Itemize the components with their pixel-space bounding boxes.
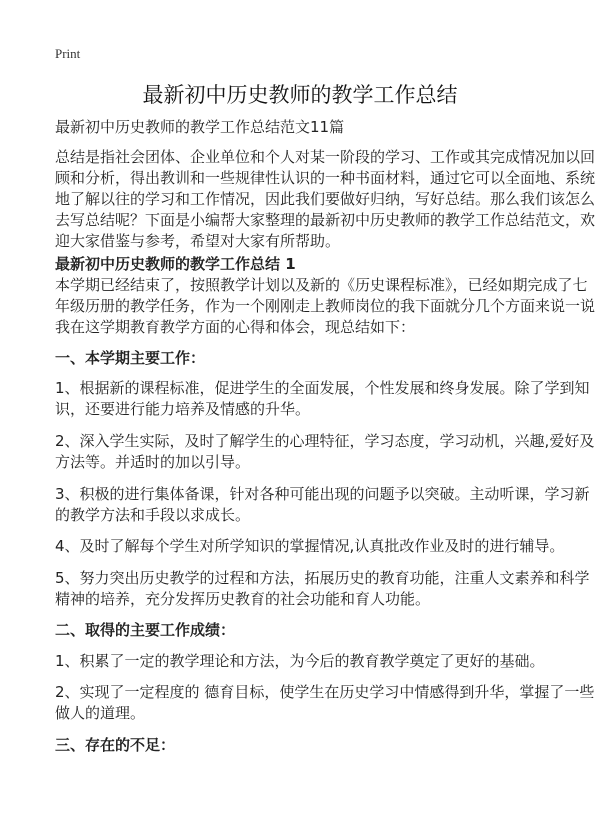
achievement-item (55, 682, 595, 724)
line: 2、实现了一定程度的 德育目标，使学生在历史学习中情感得到升华，掌握了一些 (55, 683, 595, 701)
line: 1、根据新的课程标准，促进学生的全面发展，个性发展和终身发展。除了学到知 (55, 379, 590, 397)
line: 1、积累了一定的教学理论和方法，为今后的教育教学奠定了更好的基础。 (55, 652, 545, 670)
line: 地了解以往的学习和工作情况，因此我们要做好归纳，写好总结。那么我们该怎么 (55, 190, 596, 208)
line: 顾和分析，得出教训和一些规律性认识的一种书面材料，通过它可以全面地、系统 (55, 169, 596, 187)
line: 2、深入学生实际，及时了解学生的心理特征，学习态度，学习动机，兴趣,爱好及 (55, 432, 595, 450)
work-item (55, 568, 590, 610)
heading-achievements (55, 620, 555, 641)
achievement-item (55, 651, 555, 672)
heading-main-work (55, 348, 555, 369)
work-item (55, 378, 590, 420)
line: 精神的培养，充分发挥历史教育的社会功能和育人功能。 (55, 590, 431, 608)
line: 年级历册的教学任务，作为一个刚刚走上教师岗位的我下面就分几个方面来说一说 (55, 297, 596, 315)
line: 5、努力突出历史教学的过程和方法，拓展历史的教育功能，注重人文素养和科学 (55, 569, 590, 587)
work-item (55, 484, 590, 526)
line: 本学期已经结束了，按照教学计划以及新的《历史课程标准》，已经如期完成了七 (55, 276, 588, 294)
line: 识，还要进行能力培养及情感的升华。 (55, 400, 311, 418)
section-1-title: 最新初中历史教师的教学工作总结 1 (55, 255, 296, 273)
line: 做人的道理。 (55, 704, 146, 722)
line: 的教学方法和手段以求成长。 (55, 506, 251, 524)
section-heading (55, 254, 555, 275)
line: 方法等。并适时的加以引导。 (55, 453, 251, 471)
intro-paragraph (55, 147, 596, 252)
work-item (55, 431, 595, 473)
subtitle (55, 117, 555, 138)
print-link[interactable]: Print (55, 46, 81, 61)
line: 4、及时了解每个学生对所学知识的掌握情况,认真批改作业及时的进行辅导。 (55, 537, 565, 555)
heading-text: 三、存在的不足： (55, 736, 176, 754)
section-intro-paragraph (55, 275, 596, 338)
line: 总结是指社会团体、企业单位和个人对某一阶段的学习、工作或其完成情况加以回 (55, 148, 596, 166)
heading-text: 二、取得的主要工作成绩： (55, 621, 236, 639)
line: 3、积极的进行集体备课，针对各种可能出现的问题予以突破。主动听课，学习新 (55, 485, 590, 503)
heading-text: 一、本学期主要工作： (55, 349, 206, 367)
line: 去写总结呢？下面是小编帮大家整理的最新初中历史教师的教学工作总结范文，欢 (55, 211, 596, 229)
subtitle-text: 最新初中历史教师的教学工作总结范文11篇 (55, 118, 345, 136)
page-title: 最新初中历史教师的教学工作总结 (142, 83, 458, 107)
work-item (55, 536, 565, 557)
line: 迎大家借鉴与参考，希望对大家有所帮助。 (55, 232, 341, 250)
line: 我在这学期教育教学方面的心得和体会，现总结如下： (55, 318, 416, 336)
heading-shortcomings (55, 735, 555, 756)
